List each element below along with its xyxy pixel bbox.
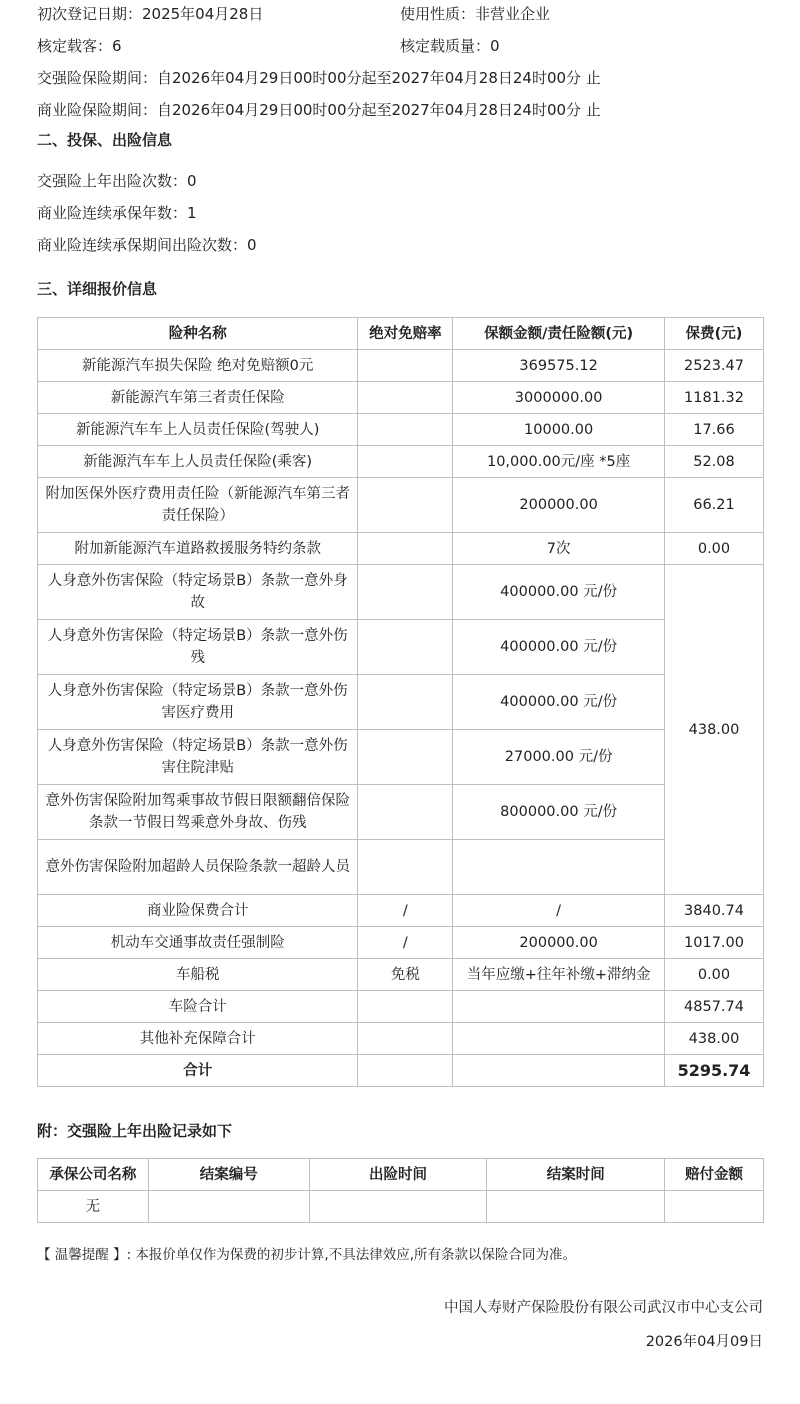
table-row [38, 1023, 764, 1055]
total-row [38, 1055, 764, 1087]
coverage-name: 车险合计 [38, 991, 358, 1023]
close-time-cell [487, 1191, 665, 1223]
header-case-number: 结案编号 [148, 1159, 309, 1191]
claims-record-table [37, 1158, 764, 1223]
amount-cell [453, 1055, 665, 1087]
header-accident-time: 出险时间 [309, 1159, 487, 1191]
table-row [38, 350, 764, 382]
coverage-name: 人身意外伤害保险（特定场景B）条款一意外身故 [38, 565, 358, 620]
seat-capacity: 核定载客：6 [37, 37, 122, 55]
renewal-years: 商业险连续承保年数：1 [37, 204, 197, 222]
commercial-insurance-period: 商业险保险期间：自2026年04月29日00时00分起至2027年04月28日24时00分 止 [37, 101, 601, 119]
load-capacity: 核定载质量：0 [400, 37, 500, 55]
insurer-cell: 无 [38, 1191, 149, 1223]
deductible-cell [358, 730, 453, 785]
accident-time-cell [309, 1191, 487, 1223]
premium-cell: 66.21 [665, 478, 764, 533]
coverage-name: 新能源汽车车上人员责任保险(驾驶人) [38, 414, 358, 446]
header-insurer: 承保公司名称 [38, 1159, 149, 1191]
section-2-title: 二、投保、出险信息 [37, 131, 173, 149]
coverage-name: 新能源汽车损失保险 绝对免赔额0元 [38, 350, 358, 382]
coverage-name: 新能源汽车车上人员责任保险(乘客) [38, 446, 358, 478]
company-name: 中国人寿财产保险股份有限公司武汉市中心支公司 [444, 1300, 763, 1316]
amount-cell: 369575.12 [453, 350, 665, 382]
coverage-name: 附加医保外医疗费用责任险（新能源汽车第三者责任保险） [38, 478, 358, 533]
deductible-cell [358, 382, 453, 414]
header-premium: 保费(元) [665, 318, 764, 350]
claims-header-row [38, 1159, 764, 1191]
coverage-name: 机动车交通事故责任强制险 [38, 927, 358, 959]
amount-cell: / [453, 895, 665, 927]
premium-cell: 1181.32 [665, 382, 764, 414]
deductible-cell [358, 1055, 453, 1087]
table-row [38, 675, 764, 730]
header-coverage: 险种名称 [38, 318, 358, 350]
premium-cell: 17.66 [665, 414, 764, 446]
reminder-note: 【 温馨提醒 】: 本报价单仅作为保费的初步计算,不具法律效应,所有条款以保险合同为准。 [37, 1247, 577, 1263]
amount-cell: 400000.00 元/份 [453, 620, 665, 675]
table-row [38, 991, 764, 1023]
premium-cell: 438.00 [665, 1023, 764, 1055]
table-row [38, 565, 764, 620]
amount-cell: 400000.00 元/份 [453, 565, 665, 620]
table-row [38, 382, 764, 414]
table-row [38, 533, 764, 565]
premium-cell: 52.08 [665, 446, 764, 478]
amount-cell: 800000.00 元/份 [453, 785, 665, 840]
header-deductible: 绝对免赔率 [358, 318, 453, 350]
accident-premium-cell: 438.00 [665, 565, 764, 895]
amount-cell: 200000.00 [453, 478, 665, 533]
deductible-cell: 免税 [358, 959, 453, 991]
deductible-cell [358, 350, 453, 382]
amount-cell: 200000.00 [453, 927, 665, 959]
coverage-name: 附加新能源汽车道路救援服务特约条款 [38, 533, 358, 565]
coverage-name: 车船税 [38, 959, 358, 991]
premium-cell: 2523.47 [665, 350, 764, 382]
premium-cell: 3840.74 [665, 895, 764, 927]
claims-last-year: 交强险上年出险次数：0 [37, 172, 197, 190]
coverage-name: 人身意外伤害保险（特定场景B）条款一意外伤残 [38, 620, 358, 675]
coverage-name: 新能源汽车第三者责任保险 [38, 382, 358, 414]
table-row [38, 620, 764, 675]
table-row [38, 1191, 764, 1223]
amount-cell: 7次 [453, 533, 665, 565]
deductible-cell [358, 478, 453, 533]
deductible-cell [358, 533, 453, 565]
quote-table [37, 317, 764, 1087]
coverage-name: 意外伤害保险附加驾乘事故节假日限额翻倍保险条款一节假日驾乘意外身故、伤残 [38, 785, 358, 840]
deductible-cell [358, 620, 453, 675]
premium-cell: 4857.74 [665, 991, 764, 1023]
coverage-name: 其他补充保障合计 [38, 1023, 358, 1055]
amount-cell: 10000.00 [453, 414, 665, 446]
renewal-claims: 商业险连续承保期间出险次数：0 [37, 236, 257, 254]
header-close-time: 结案时间 [487, 1159, 665, 1191]
table-row [38, 414, 764, 446]
appendix-title: 附：交强险上年出险记录如下 [37, 1122, 233, 1140]
total-premium: 5295.74 [665, 1055, 764, 1087]
amount-cell: 400000.00 元/份 [453, 675, 665, 730]
premium-cell: 0.00 [665, 533, 764, 565]
amount-cell [453, 1023, 665, 1055]
amount-cell: 当年应缴+往年补缴+滞纳金 [453, 959, 665, 991]
issue-date: 2026年04月09日 [645, 1334, 763, 1350]
coverage-name: 人身意外伤害保险（特定场景B）条款一意外伤害医疗费用 [38, 675, 358, 730]
deductible-cell [358, 1023, 453, 1055]
section-3-title: 三、详细报价信息 [37, 280, 158, 298]
compulsory-insurance-period: 交强险保险期间：自2026年04月29日00时00分起至2027年04月28日24时00分 止 [37, 69, 601, 87]
deductible-cell [358, 840, 453, 895]
coverage-name: 人身意外伤害保险（特定场景B）条款一意外伤害住院津贴 [38, 730, 358, 785]
case-number-cell [148, 1191, 309, 1223]
table-row [38, 927, 764, 959]
table-row [38, 840, 764, 895]
table-row [38, 785, 764, 840]
deductible-cell [358, 414, 453, 446]
deductible-cell [358, 991, 453, 1023]
premium-cell: 1017.00 [665, 927, 764, 959]
header-amount: 保额金额/责任险额(元) [453, 318, 665, 350]
deductible-cell [358, 446, 453, 478]
deductible-cell: / [358, 895, 453, 927]
payout-cell [665, 1191, 764, 1223]
table-row [38, 895, 764, 927]
deductible-cell [358, 675, 453, 730]
quote-header-row [38, 318, 764, 350]
table-row [38, 446, 764, 478]
amount-cell: 10,000.00元/座 *5座 [453, 446, 665, 478]
deductible-cell [358, 785, 453, 840]
table-row [38, 959, 764, 991]
coverage-name: 商业险保费合计 [38, 895, 358, 927]
deductible-cell: / [358, 927, 453, 959]
premium-cell: 0.00 [665, 959, 764, 991]
table-row [38, 478, 764, 533]
amount-cell [453, 991, 665, 1023]
deductible-cell [358, 565, 453, 620]
amount-cell [453, 840, 665, 895]
total-label: 合计 [38, 1055, 358, 1087]
coverage-name: 意外伤害保险附加超龄人员保险条款一超龄人员 [38, 840, 358, 895]
amount-cell: 3000000.00 [453, 382, 665, 414]
header-payout: 赔付金额 [665, 1159, 764, 1191]
registration-date: 初次登记日期：2025年04月28日 [37, 5, 264, 23]
usage-type: 使用性质：非营业企业 [400, 5, 551, 23]
amount-cell: 27000.00 元/份 [453, 730, 665, 785]
table-row [38, 730, 764, 785]
